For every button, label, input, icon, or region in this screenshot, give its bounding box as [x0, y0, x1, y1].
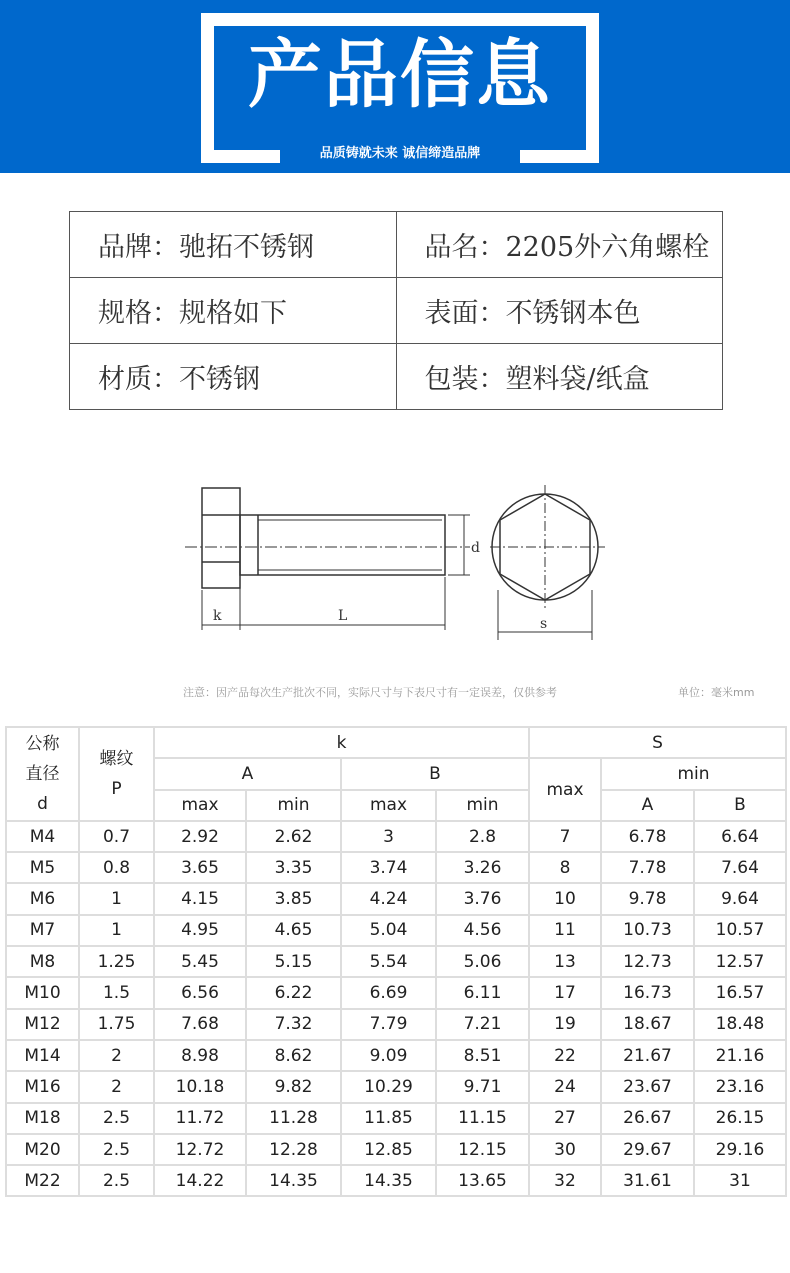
table-cell: 7.64	[694, 852, 786, 883]
table-cell: 4.65	[246, 915, 341, 946]
table-cell: 12.85	[341, 1134, 436, 1165]
table-cell: 8.51	[436, 1040, 529, 1071]
table-cell: 7	[529, 821, 601, 852]
table-row	[6, 1009, 786, 1040]
table-row	[6, 1071, 786, 1102]
table-cell: 7.68	[154, 1009, 246, 1040]
table-row	[6, 883, 786, 914]
table-cell: 9.09	[341, 1040, 436, 1071]
spec-table	[5, 726, 787, 1197]
table-cell: 5.06	[436, 946, 529, 977]
note-text: 注意：因产品每次生产批次不同，实际尺寸与下表尺寸有一定误差，仅供参考	[183, 686, 557, 699]
info-material: 材质：不锈钢	[70, 344, 397, 410]
header-smin-b: B	[694, 790, 786, 821]
table-cell: 2.5	[79, 1134, 154, 1165]
table-cell: 8.62	[246, 1040, 341, 1071]
table-cell: 21.67	[601, 1040, 694, 1071]
bolt-shank	[240, 515, 445, 575]
table-cell: 24	[529, 1071, 601, 1102]
header-kb-max: max	[341, 790, 436, 821]
table-cell: 26.67	[601, 1103, 694, 1134]
table-cell: M18	[6, 1103, 79, 1134]
table-cell: 10.73	[601, 915, 694, 946]
table-cell: 26.15	[694, 1103, 786, 1134]
table-cell: 2.5	[79, 1103, 154, 1134]
table-cell: 4.95	[154, 915, 246, 946]
table-cell: 9.71	[436, 1071, 529, 1102]
table-cell: 14.35	[341, 1165, 436, 1196]
table-cell: 16.73	[601, 977, 694, 1008]
table-cell: 10.18	[154, 1071, 246, 1102]
table-cell: M12	[6, 1009, 79, 1040]
header-s-min: min	[601, 758, 786, 789]
info-table	[69, 211, 723, 410]
table-cell: 18.48	[694, 1009, 786, 1040]
table-cell: M7	[6, 915, 79, 946]
table-cell: 17	[529, 977, 601, 1008]
table-cell: 12.15	[436, 1134, 529, 1165]
header-k: k	[154, 727, 529, 758]
table-cell: 2.8	[436, 821, 529, 852]
table-cell: 12.28	[246, 1134, 341, 1165]
table-cell: 3.74	[341, 852, 436, 883]
header-s-max: max	[529, 758, 601, 821]
table-cell: 7.79	[341, 1009, 436, 1040]
table-cell: 1	[79, 915, 154, 946]
table-cell: 3	[341, 821, 436, 852]
table-cell: 1.25	[79, 946, 154, 977]
label-d: d	[471, 540, 480, 556]
header-k-b: B	[341, 758, 529, 789]
table-cell: 16.57	[694, 977, 786, 1008]
table-cell: M10	[6, 977, 79, 1008]
label-s: s	[540, 616, 548, 632]
table-cell: 6.64	[694, 821, 786, 852]
table-cell: 1.5	[79, 977, 154, 1008]
info-surface: 表面：不锈钢本色	[396, 278, 723, 344]
table-cell: 3.65	[154, 852, 246, 883]
table-cell: 9.64	[694, 883, 786, 914]
banner-subtitle: 品质铸就未来 诚信缔造品牌	[319, 146, 481, 161]
table-cell: 10.57	[694, 915, 786, 946]
table-cell: 21.16	[694, 1040, 786, 1071]
table-cell: 3.26	[436, 852, 529, 883]
table-cell: 2.62	[246, 821, 341, 852]
table-cell: 2	[79, 1071, 154, 1102]
table-cell: M22	[6, 1165, 79, 1196]
table-cell: 3.35	[246, 852, 341, 883]
table-cell: 8	[529, 852, 601, 883]
table-cell: 5.54	[341, 946, 436, 977]
table-cell: 19	[529, 1009, 601, 1040]
table-cell: 8.98	[154, 1040, 246, 1071]
table-cell: M20	[6, 1134, 79, 1165]
table-cell: 6.22	[246, 977, 341, 1008]
table-cell: 6.69	[341, 977, 436, 1008]
label-k: k	[213, 608, 222, 624]
label-L: L	[338, 608, 348, 624]
table-cell: 13.65	[436, 1165, 529, 1196]
table-cell: 11.72	[154, 1103, 246, 1134]
table-row	[6, 821, 786, 852]
table-cell: 11.85	[341, 1103, 436, 1134]
table-cell: M6	[6, 883, 79, 914]
table-row	[6, 946, 786, 977]
header-k-a: A	[154, 758, 341, 789]
table-cell: 12.57	[694, 946, 786, 977]
header-smin-a: A	[601, 790, 694, 821]
table-cell: 12.73	[601, 946, 694, 977]
table-cell: 9.82	[246, 1071, 341, 1102]
table-cell: 7.78	[601, 852, 694, 883]
table-cell: 12.72	[154, 1134, 246, 1165]
table-cell: 23.16	[694, 1071, 786, 1102]
table-cell: 30	[529, 1134, 601, 1165]
header-diameter: 公称 直径 d	[6, 727, 79, 821]
table-cell: 29.67	[601, 1134, 694, 1165]
header-s: S	[529, 727, 786, 758]
table-cell: 27	[529, 1103, 601, 1134]
table-row	[6, 977, 786, 1008]
info-name: 品名：2205外六角螺栓	[396, 212, 723, 278]
table-cell: 31	[694, 1165, 786, 1196]
table-cell: 3.76	[436, 883, 529, 914]
table-cell: M4	[6, 821, 79, 852]
info-package: 包装：塑料袋/纸盒	[396, 344, 723, 410]
table-cell: 2.92	[154, 821, 246, 852]
table-cell: M14	[6, 1040, 79, 1071]
table-cell: 31.61	[601, 1165, 694, 1196]
table-cell: 6.56	[154, 977, 246, 1008]
table-cell: 11.15	[436, 1103, 529, 1134]
table-cell: 5.45	[154, 946, 246, 977]
bolt-diagram	[180, 480, 620, 650]
header-ka-min: min	[246, 790, 341, 821]
header-pitch: 螺纹 P	[79, 727, 154, 821]
header-ka-max: max	[154, 790, 246, 821]
table-cell: 13	[529, 946, 601, 977]
table-cell: 6.11	[436, 977, 529, 1008]
table-cell: 14.22	[154, 1165, 246, 1196]
table-cell: 2	[79, 1040, 154, 1071]
table-cell: 4.15	[154, 883, 246, 914]
table-row	[6, 1103, 786, 1134]
table-row	[6, 1134, 786, 1165]
table-cell: 0.8	[79, 852, 154, 883]
table-cell: 0.7	[79, 821, 154, 852]
table-cell: 9.78	[601, 883, 694, 914]
banner-title: 产品信息	[248, 32, 552, 118]
bolt-head-side	[202, 488, 240, 588]
table-cell: M16	[6, 1071, 79, 1102]
table-cell: 23.67	[601, 1071, 694, 1102]
table-cell: 29.16	[694, 1134, 786, 1165]
table-cell: 22	[529, 1040, 601, 1071]
table-cell: 10	[529, 883, 601, 914]
unit-text: 单位：毫米mm	[678, 686, 755, 699]
table-cell: 11	[529, 915, 601, 946]
table-cell: 32	[529, 1165, 601, 1196]
table-cell: 3.85	[246, 883, 341, 914]
table-cell: 1.75	[79, 1009, 154, 1040]
table-cell: 1	[79, 883, 154, 914]
table-cell: 2.5	[79, 1165, 154, 1196]
table-cell: 5.04	[341, 915, 436, 946]
table-cell: 11.28	[246, 1103, 341, 1134]
info-spec: 规格：规格如下	[70, 278, 397, 344]
table-cell: 7.32	[246, 1009, 341, 1040]
info-brand: 品牌：驰拓不锈钢	[70, 212, 397, 278]
table-cell: 6.78	[601, 821, 694, 852]
table-cell: 10.29	[341, 1071, 436, 1102]
table-row	[6, 1165, 786, 1196]
table-cell: 5.15	[246, 946, 341, 977]
header-kb-min: min	[436, 790, 529, 821]
table-cell: 18.67	[601, 1009, 694, 1040]
table-row	[6, 852, 786, 883]
table-cell: 14.35	[246, 1165, 341, 1196]
table-row	[6, 1040, 786, 1071]
table-cell: 4.24	[341, 883, 436, 914]
table-row	[6, 915, 786, 946]
table-cell: 4.56	[436, 915, 529, 946]
table-cell: M8	[6, 946, 79, 977]
table-cell: M5	[6, 852, 79, 883]
table-cell: 7.21	[436, 1009, 529, 1040]
